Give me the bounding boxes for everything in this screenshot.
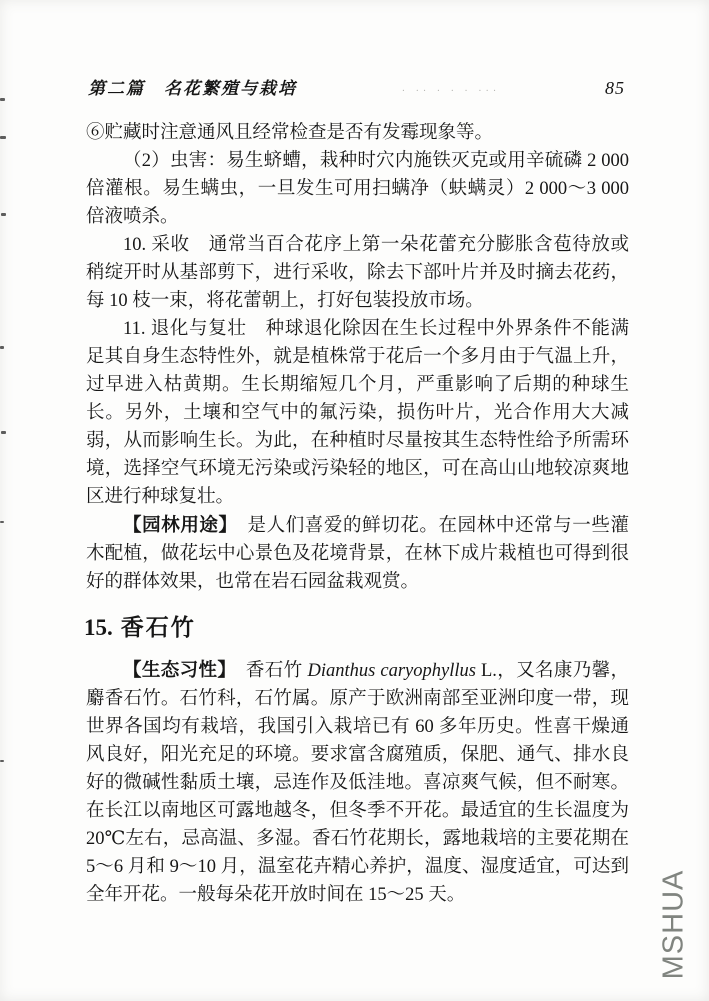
- body-paragraph: [86, 315, 629, 511]
- scan-speck: [0, 760, 4, 762]
- watermark-text: MSHUA: [657, 869, 690, 980]
- text-run: 香石竹: [120, 614, 196, 640]
- page-header: [88, 74, 625, 99]
- bold-label: 【园林用途】: [123, 514, 229, 535]
- scan-speck: [0, 346, 4, 349]
- faded-print-marks: · ·· · · · ···: [401, 86, 501, 97]
- scan-speck: [0, 98, 5, 101]
- page-body-text: [86, 119, 629, 909]
- text-run: L.，又名康乃馨，麝香石竹。石竹科，石竹属。原产于欧洲南部至亚洲印度一带，现世界各国均有栽培，我国引入栽培已有 60 多年历史。性喜干燥通风良好，阳光充足的环境。要求富含腐殖质，保肥、通气、排水良好的微碱性黏质土壤，忌连作及低洼地。喜凉爽气候，但不耐寒。在长江以南地区可露地越冬，但冬季不开花。最适宜的生长温度为 20℃左右，忌高温、多湿。香石竹花期长，露地栽培的主要花期在 5～6 月和 9～10 月，温室花卉精心养护，温度、湿度适宜，可达到全年开花。一般每朵花开放时间在 15～25 天。: [86, 661, 629, 905]
- scan-speck: [1, 213, 6, 216]
- page-number: 85: [605, 78, 625, 98]
- body-paragraph: [86, 119, 629, 147]
- section-heading: [84, 612, 629, 643]
- scan-speck: [0, 521, 4, 523]
- bold-label: 【生态习性】: [123, 659, 228, 680]
- body-paragraph: [86, 231, 629, 315]
- text-run: 10. 采收 通常当百合花序上第一朵花蕾充分膨胀含苞待放或稍绽开时从基部剪下，进行采收，除去下部叶片并及时摘去花药，每 10 枝一束，将花蕾朝上，打好包装投放市场。: [86, 235, 629, 311]
- text-run: 香石竹: [227, 661, 308, 681]
- running-head-chapter-title: 第二篇 名花繁殖与栽培: [88, 79, 297, 98]
- body-paragraph: [86, 147, 629, 231]
- heading-number: 15.: [84, 615, 113, 640]
- scan-speck: [0, 136, 6, 139]
- text-run: （2）虫害：易生蛴螬，栽种时穴内施铁灭克或用辛硫磷 2 000 倍灌根。易生螨虫，一旦发生可用扫螨净（蚨螨灵）2 000～3 000 倍液喷杀。: [86, 151, 629, 227]
- text-run: 是人们喜爱的鲜切花。在园林中还常与一些灌木配植，做花坛中心景色及花境背景，在林下成片栽植也可得到很好的群体效果，也常在岩石园盆栽观赏。: [86, 516, 629, 592]
- body-paragraph: [86, 656, 629, 909]
- latin-species-name: Dianthus caryophyllus: [307, 661, 476, 681]
- body-paragraph: [86, 511, 629, 596]
- scan-speck: [1, 431, 6, 434]
- text-run: ⑥贮藏时注意通风且经常检查是否有发霉现象等。: [86, 123, 494, 143]
- text-run: 11. 退化与复壮 种球退化除因在生长过程中外界条件不能满足其自身生态特性外，就是植株常于花后一个多月由于气温上升，过早进入枯黄期。生长期缩短几个月，严重影响了后期的种球生长。另外，土壤和空气中的氟污染，损伤叶片，光合作用大大减弱，从而影响生长。为此，在种植时尽量按其生态特性给予所需环境，选择空气环境无污染或污染轻的地区，可在高山山地较凉爽地区进行种球复壮。: [86, 319, 629, 507]
